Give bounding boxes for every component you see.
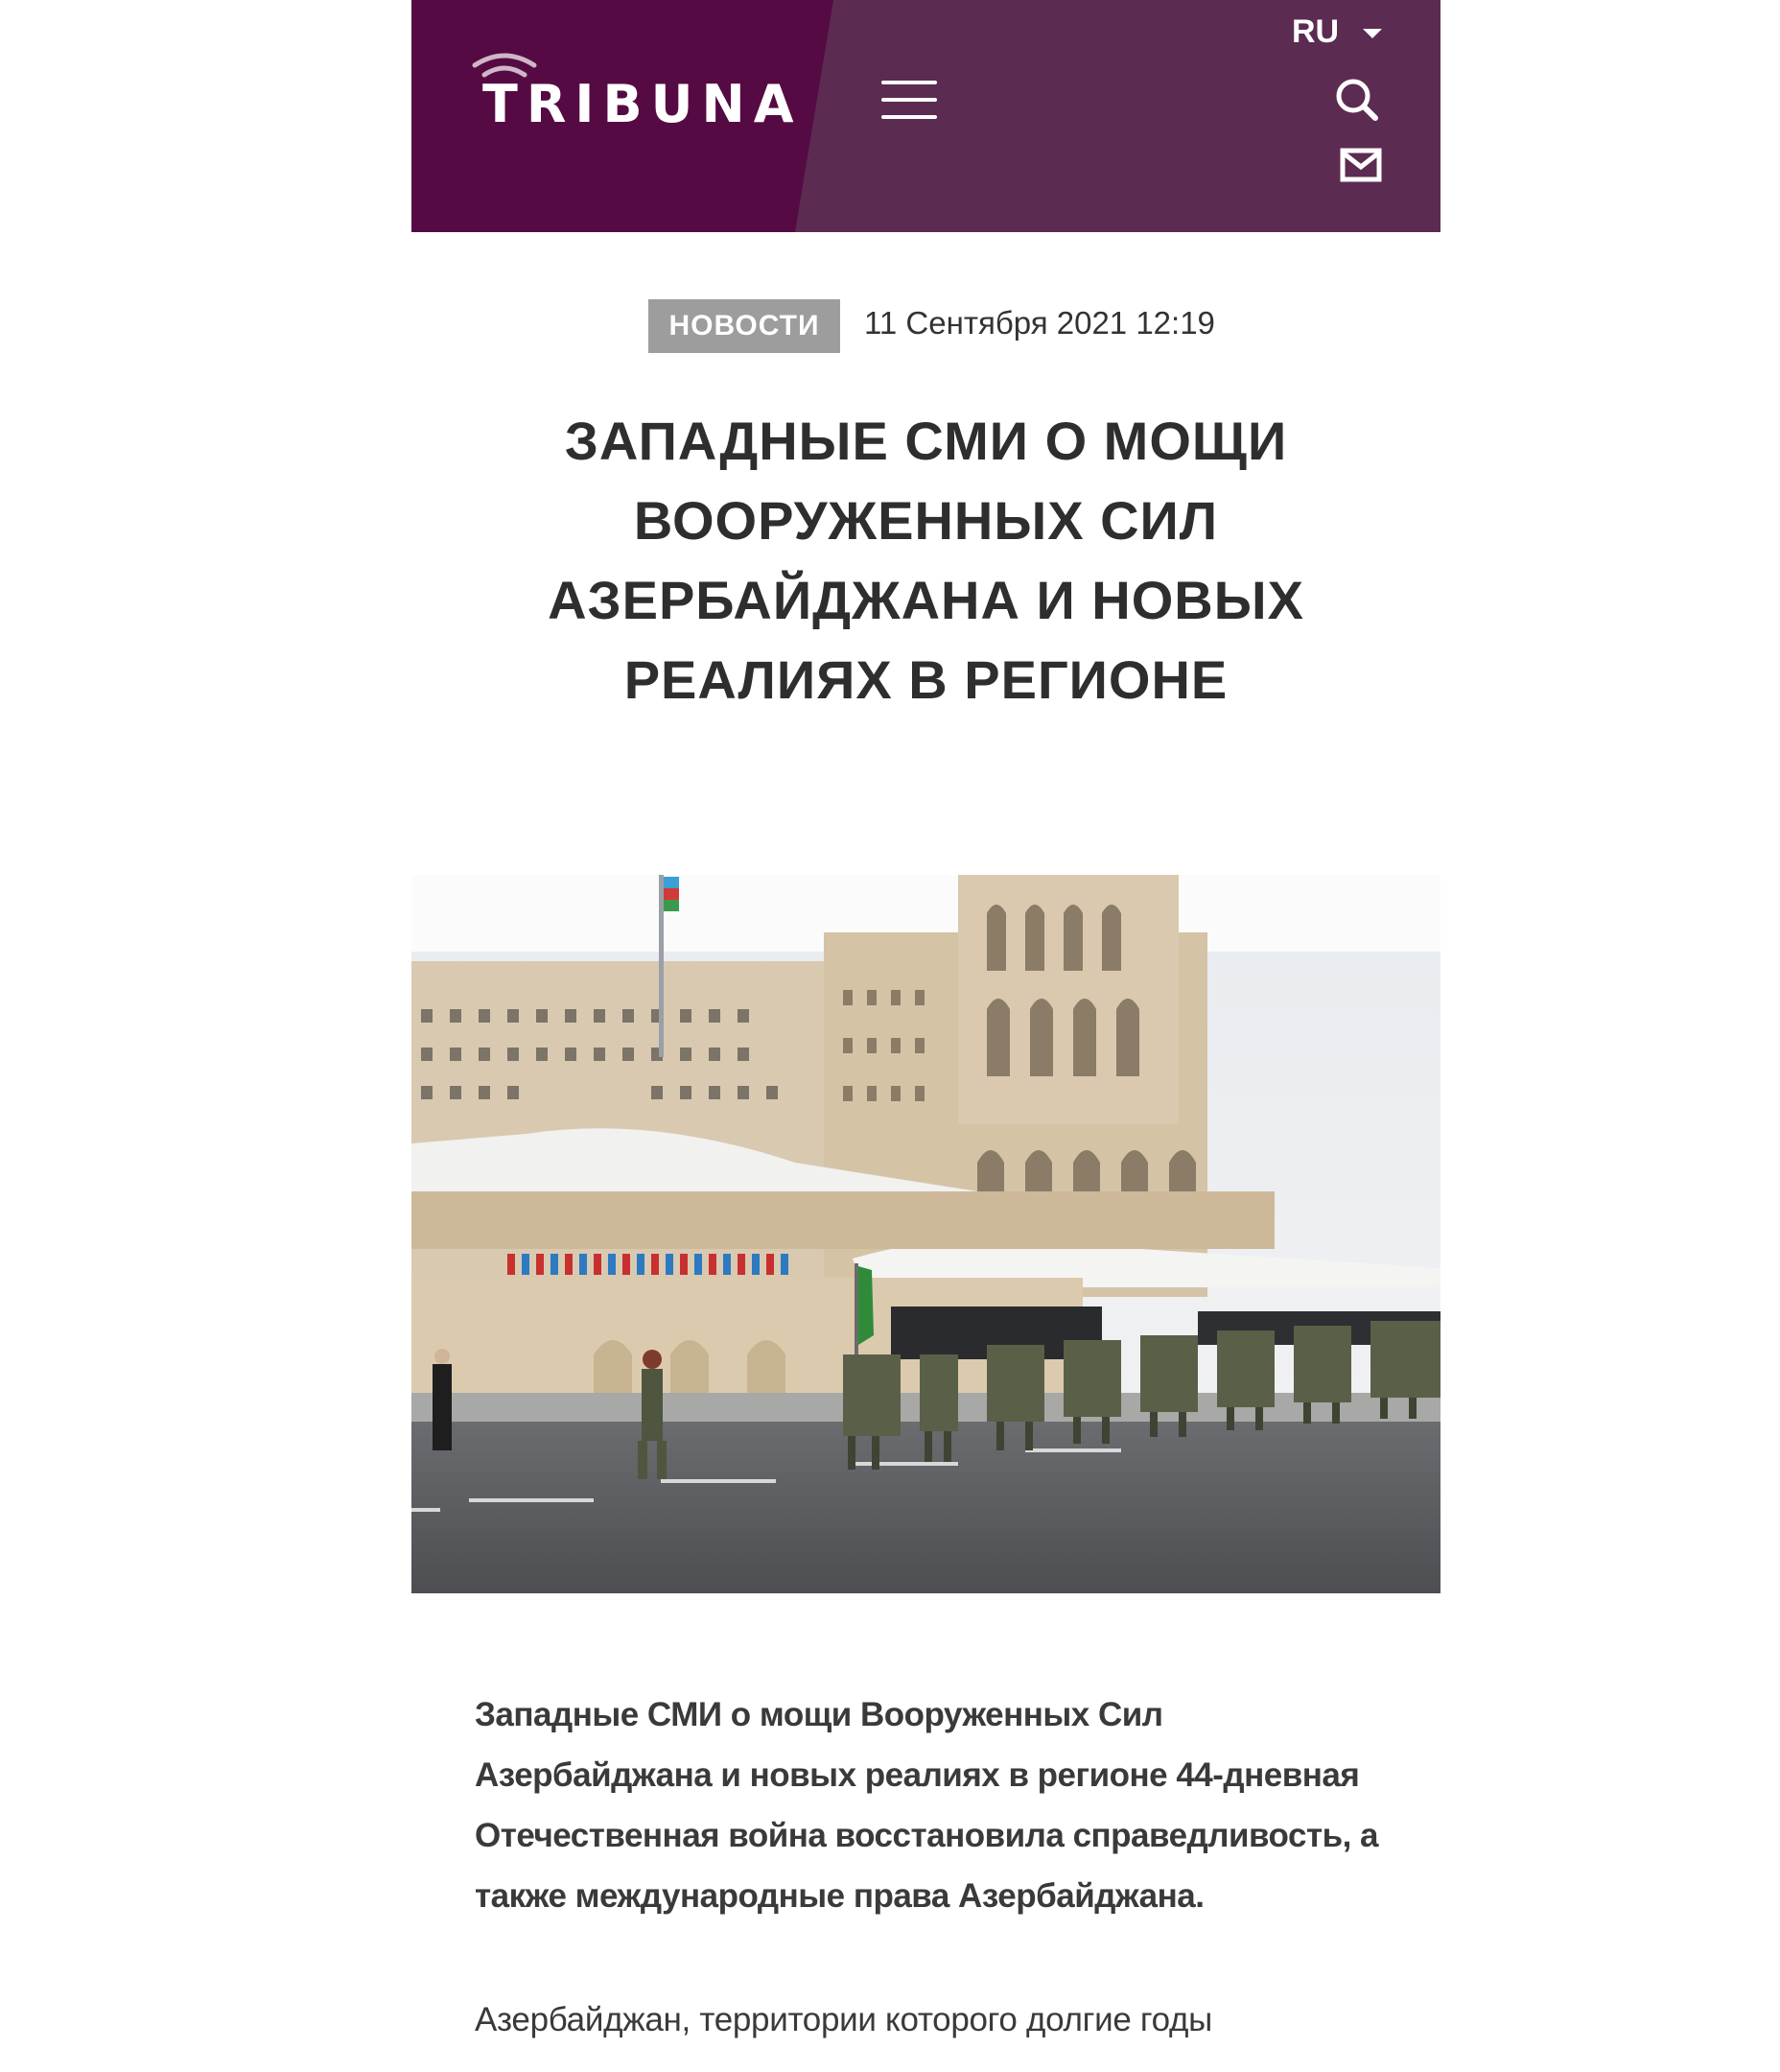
article-photo	[411, 875, 1440, 1593]
mail-icon[interactable]	[1340, 148, 1382, 182]
chevron-down-icon	[1363, 29, 1382, 38]
logo-text: TRIBUNA	[482, 74, 803, 134]
site-header	[411, 0, 1440, 232]
hamburger-line-icon	[881, 81, 937, 84]
hamburger-line-icon	[881, 115, 937, 119]
article-title: ЗАПАДНЫЕ СМИ О МОЩИ ВООРУЖЕННЫХ СИЛ АЗЕРБАЙДЖАНА И НОВЫХ РЕАЛИЯХ В РЕГИОНЕ	[548, 411, 1304, 710]
publish-date: 11 Сентября 2021 12:19	[864, 305, 1215, 341]
category-badge[interactable]: НОВОСТИ	[648, 299, 840, 353]
hamburger-line-icon	[881, 98, 937, 102]
language-selector[interactable]	[1292, 8, 1407, 56]
language-label: RU	[1292, 13, 1340, 50]
article-meta	[411, 299, 1440, 353]
article-paragraph: Азербайджан, территории которого долгие годы	[475, 2001, 1212, 2038]
tribuna-logo[interactable]	[471, 50, 803, 136]
article-lead: Западные СМИ о мощи Вооруженных Сил Азербайджана и новых реалиях в регионе 44-дневная Отечественная война восстановила справедливость, а также международные права Азербайджана.	[475, 1696, 1379, 1915]
parade-photo-illustration	[411, 875, 1440, 1593]
menu-button[interactable]	[881, 81, 937, 119]
search-icon[interactable]	[1334, 77, 1380, 123]
